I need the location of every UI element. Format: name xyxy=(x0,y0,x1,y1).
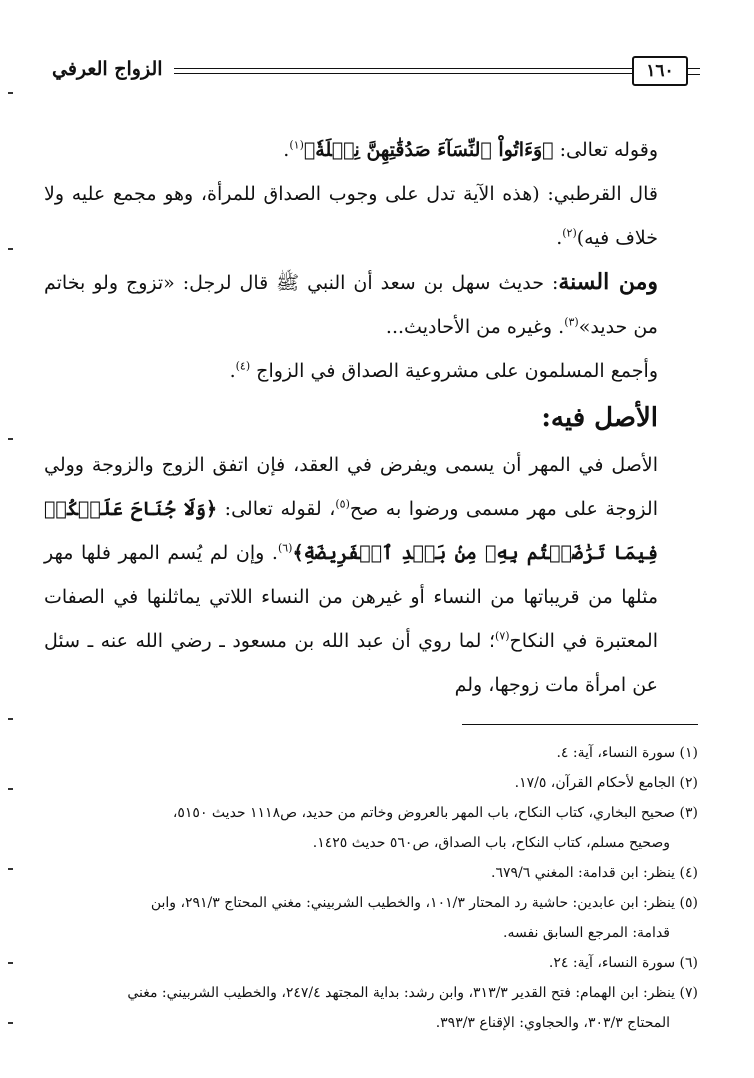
page-number: ١٦٠ xyxy=(632,56,688,86)
footnote-separator xyxy=(462,724,698,725)
footnote-2: (٢) الجامع لأحكام القرآن، ١٧/٥. xyxy=(514,775,698,791)
scan-speck xyxy=(8,92,13,94)
footnote-3-continued: وصحيح مسلم، كتاب النكاح، باب الصداق، ص٥٦٠ حديث ١٤٢٥. xyxy=(312,835,670,851)
footnotes xyxy=(44,738,698,1038)
text-span: الأصل في المهر أن يسمى ويفرض في العقد، فإن اتفق الزوج والزوجة وولي الزوجة على مهر مسمى ورضوا به صح xyxy=(44,454,658,520)
paragraph-ijma xyxy=(44,349,698,393)
footnote-5-continued: قدامة: المرجع السابق نفسه. xyxy=(503,925,670,941)
header-rule-top xyxy=(174,68,632,69)
text-span: . xyxy=(556,227,563,249)
footnote-ref-6: (٦) xyxy=(277,541,293,555)
footnote-7: (٧) ينظر: ابن الهمام: فتح القدير ٣١٣/٣، وابن رشد: بداية المجتهد ٢٤٧/٤، والخطيب الشربيني: مغني xyxy=(127,985,698,1001)
footnote-5: (٥) ينظر: ابن عابدين: حاشية رد المحتار ١٠١/٣، والخطيب الشربيني: مغني المحتاج ٢٩١/٣، وابن xyxy=(150,895,698,911)
footnote-ref-2: (٢) xyxy=(562,226,577,240)
scan-speck xyxy=(8,438,13,440)
footnote-6: (٦) سورة النساء، آية: ٢٤. xyxy=(548,955,698,971)
footnote-ref-3: (٣) xyxy=(564,315,579,329)
text-span: . وإن لم يُسم المهر فلها مهر مثلها من قريباتها من النساء أو غيرهن من النساء اللاتي يماثلنها في الصفات المعتبرة في النكاح xyxy=(44,542,659,652)
text-span: . وغيره من الأحاديث... xyxy=(385,316,565,338)
text-span: . xyxy=(283,139,290,161)
paragraph-sunnah xyxy=(44,260,698,349)
quran-verse: ﴿وَلَا جُنَاحَ عَلَيۡكُمۡ فِيمَا تَرَٰضَيۡتُم بِهِۦ مِنۢ بَعۡدِ ٱلۡفَرِيضَةِ﴾ xyxy=(44,498,659,564)
footnote-1: (١) سورة النساء، آية: ٤. xyxy=(556,745,698,761)
scan-speck xyxy=(8,718,13,720)
book-title: الزواج العرفي xyxy=(52,58,163,80)
text-span: وأجمع المسلمون على مشروعية الصداق في الزواج xyxy=(250,360,658,382)
text-span: وقوله تعالى: xyxy=(553,139,658,161)
footnote-ref-5: (٥) xyxy=(335,497,350,511)
text-span: ؛ لما روي أن عبد الله بن مسعود ـ رضي الله عنه ـ سئل عن امرأة مات زوجها، ولم xyxy=(44,630,658,696)
footnote-ref-7: (٧) xyxy=(495,629,510,643)
scan-speck xyxy=(8,962,13,964)
main-text xyxy=(44,128,698,707)
footnote-ref-1: (١) xyxy=(289,138,304,152)
scan-speck xyxy=(8,1022,13,1024)
paragraph-ayah-1 xyxy=(44,128,698,172)
sunnah-lead-word: ومن السنة xyxy=(558,269,658,295)
section-heading: الأصل فيه: xyxy=(541,403,658,433)
footnote-4: (٤) ينظر: ابن قدامة: المغني ٦٧٩/٦. xyxy=(490,865,698,881)
header-rule-stub xyxy=(688,68,700,75)
paragraph-qurtubi xyxy=(44,172,698,260)
text-span: : حديث سهل بن سعد أن النبي ﷺ قال لرجل: «تزوج ولو بخاتم من حديد» xyxy=(44,272,658,338)
footnote-3: (٣) صحيح البخاري، كتاب النكاح، باب المهر بالعروض وخاتم من حديد، ص١١١٨ حديث ٥١٥٠، xyxy=(172,805,698,821)
text-span: قال القرطبي: (هذه الآية تدل على وجوب الصداق للمرأة، وهو مجمع عليه ولا خلاف فيه) xyxy=(44,183,658,249)
scan-speck xyxy=(8,248,13,250)
paragraph-origin xyxy=(44,443,698,707)
header-rule-bottom xyxy=(174,73,632,74)
footnote-7-continued: المحتاج ٣٠٣/٣، والحجاوي: الإقناع ٣٩٣/٣. xyxy=(435,1015,670,1031)
text-span: . xyxy=(229,360,236,382)
scan-speck xyxy=(8,868,13,870)
running-header xyxy=(52,56,700,86)
quran-verse: ﴿وَءَاتُواْ ٱلنِّسَآءَ صَدُقَٰتِهِنَّ نِحۡلَةٗ﴾ xyxy=(303,139,554,161)
text-span: ، لقوله تعالى: xyxy=(217,498,336,520)
footnote-ref-4: (٤) xyxy=(235,359,251,373)
scan-speck xyxy=(8,788,13,790)
